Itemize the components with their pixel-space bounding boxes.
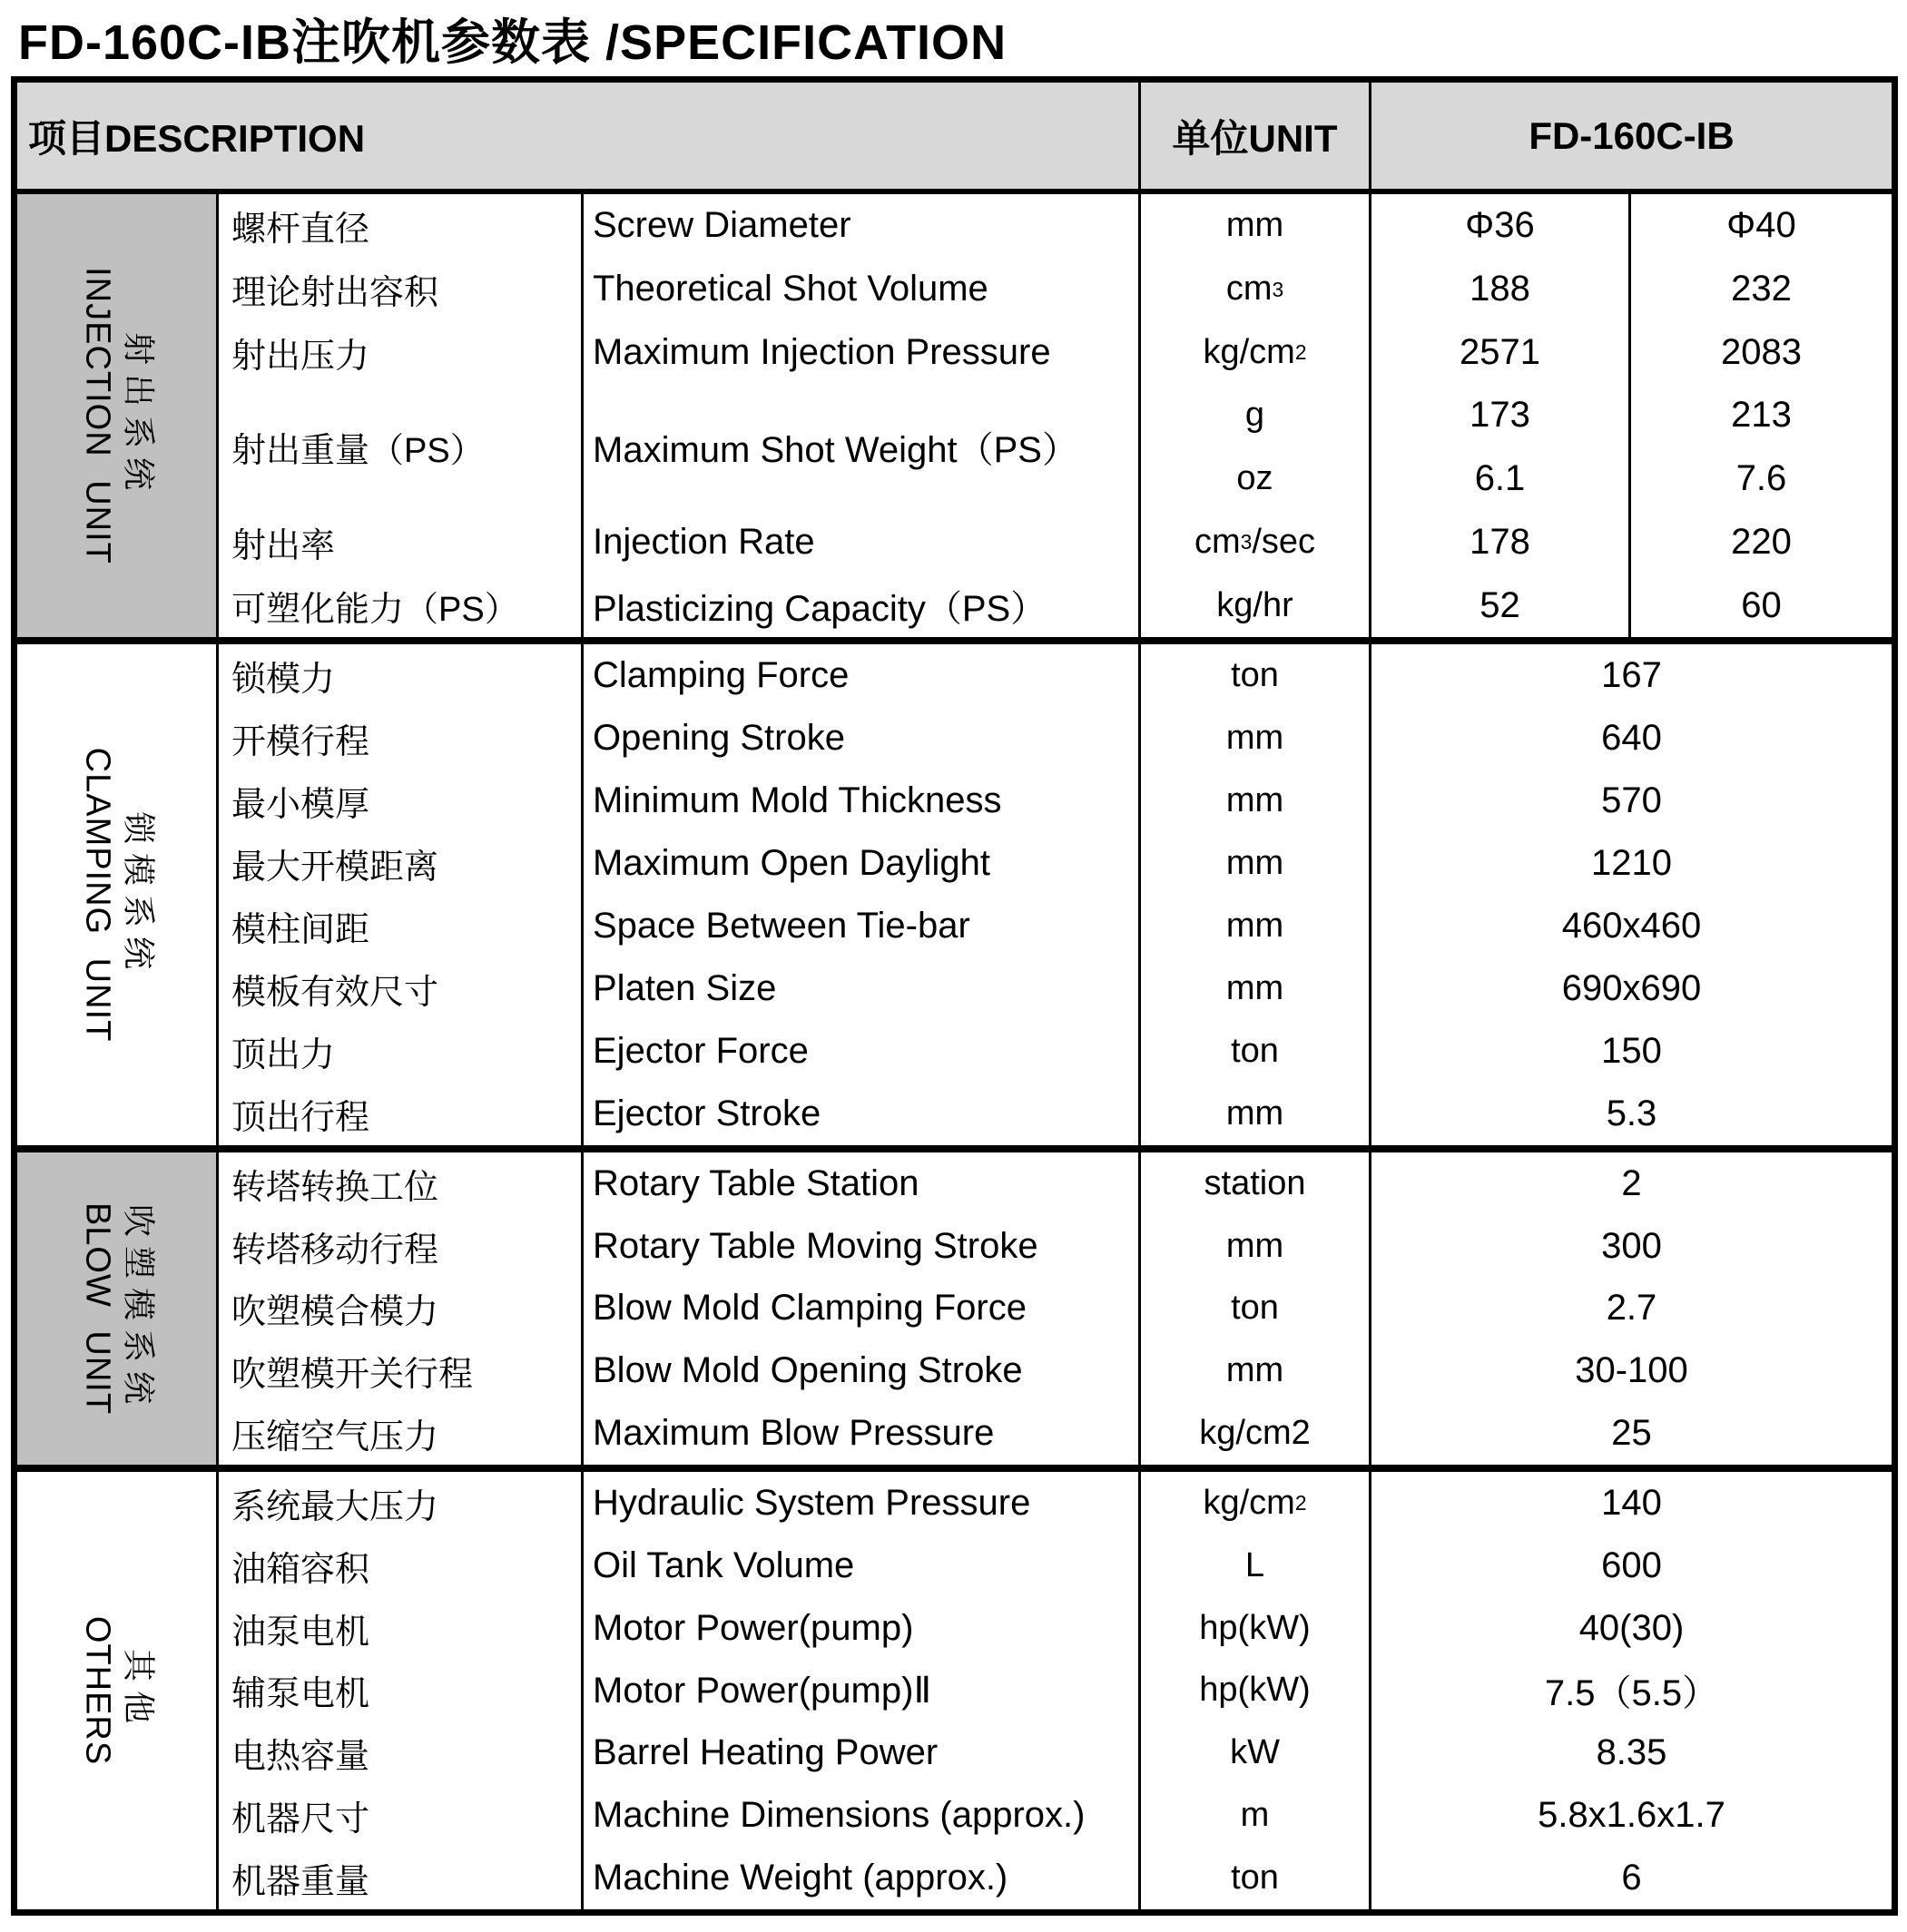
spec-en-label: Maximum Blow Pressure (581, 1402, 1138, 1465)
value-cell: 213 (1628, 384, 1892, 447)
value-cell: Φ36 (1369, 194, 1628, 258)
value-cell: 690x690 (1369, 957, 1892, 1020)
section-label-others (17, 1472, 216, 1909)
spec-cn-label: 油泵电机 (216, 1597, 581, 1660)
value-cell: 188 (1369, 258, 1628, 321)
unit-cell: mm (1138, 1083, 1369, 1145)
value-cell: 30-100 (1369, 1339, 1892, 1402)
spec-cn-label: 辅泵电机 (216, 1660, 581, 1722)
unit-cell: hp(kW) (1138, 1597, 1369, 1660)
value-cell: 220 (1628, 511, 1892, 574)
page-title: FD-160C-IB注吹机参数表 /SPECIFICATION (18, 15, 1008, 70)
section-label-blow (17, 1152, 216, 1465)
spec-cn-label: 射出率 (216, 511, 581, 574)
unit-cell: kg/cm 2 (1138, 320, 1369, 384)
value-cell: 5.8x1.6x1.7 (1369, 1784, 1892, 1847)
unit-cell: kW (1138, 1721, 1369, 1784)
spec-en-label: Maximum Open Daylight (581, 832, 1138, 895)
spec-cn-label: 开模行程 (216, 707, 581, 770)
value-cell: 150 (1369, 1020, 1892, 1083)
spec-en-label: Platen Size (581, 957, 1138, 1020)
spec-en-label: Blow Mold Opening Stroke (581, 1339, 1138, 1402)
unit-cell: m (1138, 1784, 1369, 1847)
unit-cell: L (1138, 1535, 1369, 1597)
value-cell: 1210 (1369, 832, 1892, 895)
value-cell: 173 (1369, 384, 1628, 447)
spec-cn-label: 射出压力 (216, 320, 581, 384)
section-label-cn: 吹塑模系统 (119, 1203, 157, 1413)
value-cell: 8.35 (1369, 1721, 1892, 1784)
spec-cn-label: 理论射出容积 (216, 258, 581, 321)
unit-cell: oz (1138, 447, 1369, 511)
spec-cn-label: 转塔转换工位 (216, 1152, 581, 1215)
unit-cell: mm (1138, 194, 1369, 258)
unit-cell: mm (1138, 707, 1369, 770)
section-label-en: BLOW UNIT (77, 1201, 116, 1416)
unit-cell: mm (1138, 1215, 1369, 1278)
spec-cn-label: 可塑化能力（PS） (216, 574, 581, 637)
spec-en-label: Screw Diameter (581, 194, 1138, 258)
value-cell: 570 (1369, 770, 1892, 832)
spec-cn-label: 螺杆直径 (216, 194, 581, 258)
spec-cn-label: 吹塑模合模力 (216, 1278, 581, 1340)
spec-en-label: Space Between Tie-bar (581, 895, 1138, 957)
spec-en-label: Plasticizing Capacity（PS） (581, 574, 1138, 637)
section-others (17, 1465, 1892, 1909)
unit-cell: ton (1138, 1020, 1369, 1083)
spec-en-label: Ejector Stroke (581, 1083, 1138, 1145)
section-clamping (17, 637, 1892, 1145)
section-label-clamping (17, 644, 216, 1145)
spec-cn-label: 模柱间距 (216, 895, 581, 957)
spec-en-label: Rotary Table Moving Stroke (581, 1215, 1138, 1278)
section-injection (17, 194, 1892, 637)
header-description: 项目DESCRIPTION (28, 116, 366, 160)
value-cell: 7.6 (1628, 447, 1892, 511)
spec-cn-label: 吹塑模开关行程 (216, 1339, 581, 1402)
unit-cell: mm (1138, 957, 1369, 1020)
spec-cn-label: 射出重量（PS） (216, 384, 581, 510)
value-cell: 6.1 (1369, 447, 1628, 511)
table-header-row (17, 83, 1892, 194)
spec-en-label: Rotary Table Station (581, 1152, 1138, 1215)
spec-en-label: Motor Power(pump) (581, 1597, 1138, 1660)
spec-cn-label: 顶出行程 (216, 1083, 581, 1145)
spec-cn-label: 机器重量 (216, 1847, 581, 1909)
value-cell: 25 (1369, 1402, 1892, 1465)
value-cell: 6 (1369, 1847, 1892, 1909)
value-cell: 2.7 (1369, 1278, 1892, 1340)
value-cell: 300 (1369, 1215, 1892, 1278)
spec-cn-label: 机器尺寸 (216, 1784, 581, 1847)
value-cell: 640 (1369, 707, 1892, 770)
value-cell: 52 (1369, 574, 1628, 637)
section-label-injection (17, 194, 216, 637)
unit-cell: kg/cm 2 (1138, 1472, 1369, 1535)
spec-cn-label: 模板有效尺寸 (216, 957, 581, 1020)
unit-cell: mm (1138, 832, 1369, 895)
spec-en-label: Minimum Mold Thickness (581, 770, 1138, 832)
spec-en-label: Motor Power(pump)Ⅱ (581, 1660, 1138, 1722)
value-cell: 178 (1369, 511, 1628, 574)
unit-cell: station (1138, 1152, 1369, 1215)
unit-cell: g (1138, 384, 1369, 447)
value-cell: Φ40 (1628, 194, 1892, 258)
spec-cn-label: 转塔移动行程 (216, 1215, 581, 1278)
section-label-en: OTHERS (77, 1615, 116, 1766)
unit-cell: mm (1138, 1339, 1369, 1402)
unit-cell: hp(kW) (1138, 1660, 1369, 1722)
spec-en-label: Machine Dimensions (approx.) (581, 1784, 1138, 1847)
value-cell: 167 (1369, 644, 1892, 707)
spec-en-label: Hydraulic System Pressure (581, 1472, 1138, 1535)
value-cell: 2 (1369, 1152, 1892, 1215)
value-cell: 40(30) (1369, 1597, 1892, 1660)
spec-cn-label: 系统最大压力 (216, 1472, 581, 1535)
spec-cn-label: 最小模厚 (216, 770, 581, 832)
section-label-en: INJECTION UNIT (77, 267, 116, 564)
value-cell: 7.5（5.5） (1369, 1660, 1892, 1722)
spec-en-label: Maximum Injection Pressure (581, 320, 1138, 384)
spec-en-label: Clamping Force (581, 644, 1138, 707)
unit-cell: ton (1138, 1847, 1369, 1909)
spec-cn-label: 锁模力 (216, 644, 581, 707)
value-cell: 60 (1628, 574, 1892, 637)
spec-cn-label: 顶出力 (216, 1020, 581, 1083)
section-label-cn: 其他 (119, 1648, 157, 1732)
spec-en-label: Theoretical Shot Volume (581, 258, 1138, 321)
header-model: FD-160C-IB (1369, 83, 1892, 189)
spec-cn-label: 最大开模距离 (216, 832, 581, 895)
unit-cell: cm 3 (1138, 258, 1369, 321)
value-cell: 232 (1628, 258, 1892, 321)
unit-cell: cm 3 /sec (1138, 511, 1369, 574)
section-label-cn: 锁模系统 (119, 810, 157, 979)
value-cell: 2571 (1369, 320, 1628, 384)
spec-cn-label: 油箱容积 (216, 1535, 581, 1597)
header-unit: 单位UNIT (1138, 83, 1369, 189)
spec-en-label: Blow Mold Clamping Force (581, 1278, 1138, 1340)
unit-cell: mm (1138, 895, 1369, 957)
value-cell: 2083 (1628, 320, 1892, 384)
section-blow (17, 1145, 1892, 1465)
spec-en-label: Machine Weight (approx.) (581, 1847, 1138, 1909)
value-cell: 140 (1369, 1472, 1892, 1535)
spec-en-label: Ejector Force (581, 1020, 1138, 1083)
unit-cell: mm (1138, 770, 1369, 832)
spec-cn-label: 压缩空气压力 (216, 1402, 581, 1465)
unit-cell: kg/hr (1138, 574, 1369, 637)
section-label-cn: 射出系统 (119, 331, 157, 499)
spec-en-label: Barrel Heating Power (581, 1721, 1138, 1784)
spec-en-label: Injection Rate (581, 511, 1138, 574)
value-cell: 5.3 (1369, 1083, 1892, 1145)
spec-en-label: Opening Stroke (581, 707, 1138, 770)
unit-cell: ton (1138, 644, 1369, 707)
spec-en-label: Maximum Shot Weight（PS） (581, 384, 1138, 510)
unit-cell: kg/cm2 (1138, 1402, 1369, 1465)
spec-en-label: Oil Tank Volume (581, 1535, 1138, 1597)
spec-cn-label: 电热容量 (216, 1721, 581, 1784)
specification-table (11, 76, 1898, 1916)
section-label-en: CLAMPING UNIT (77, 747, 116, 1043)
unit-cell: ton (1138, 1278, 1369, 1340)
value-cell: 460x460 (1369, 895, 1892, 957)
value-cell: 600 (1369, 1535, 1892, 1597)
